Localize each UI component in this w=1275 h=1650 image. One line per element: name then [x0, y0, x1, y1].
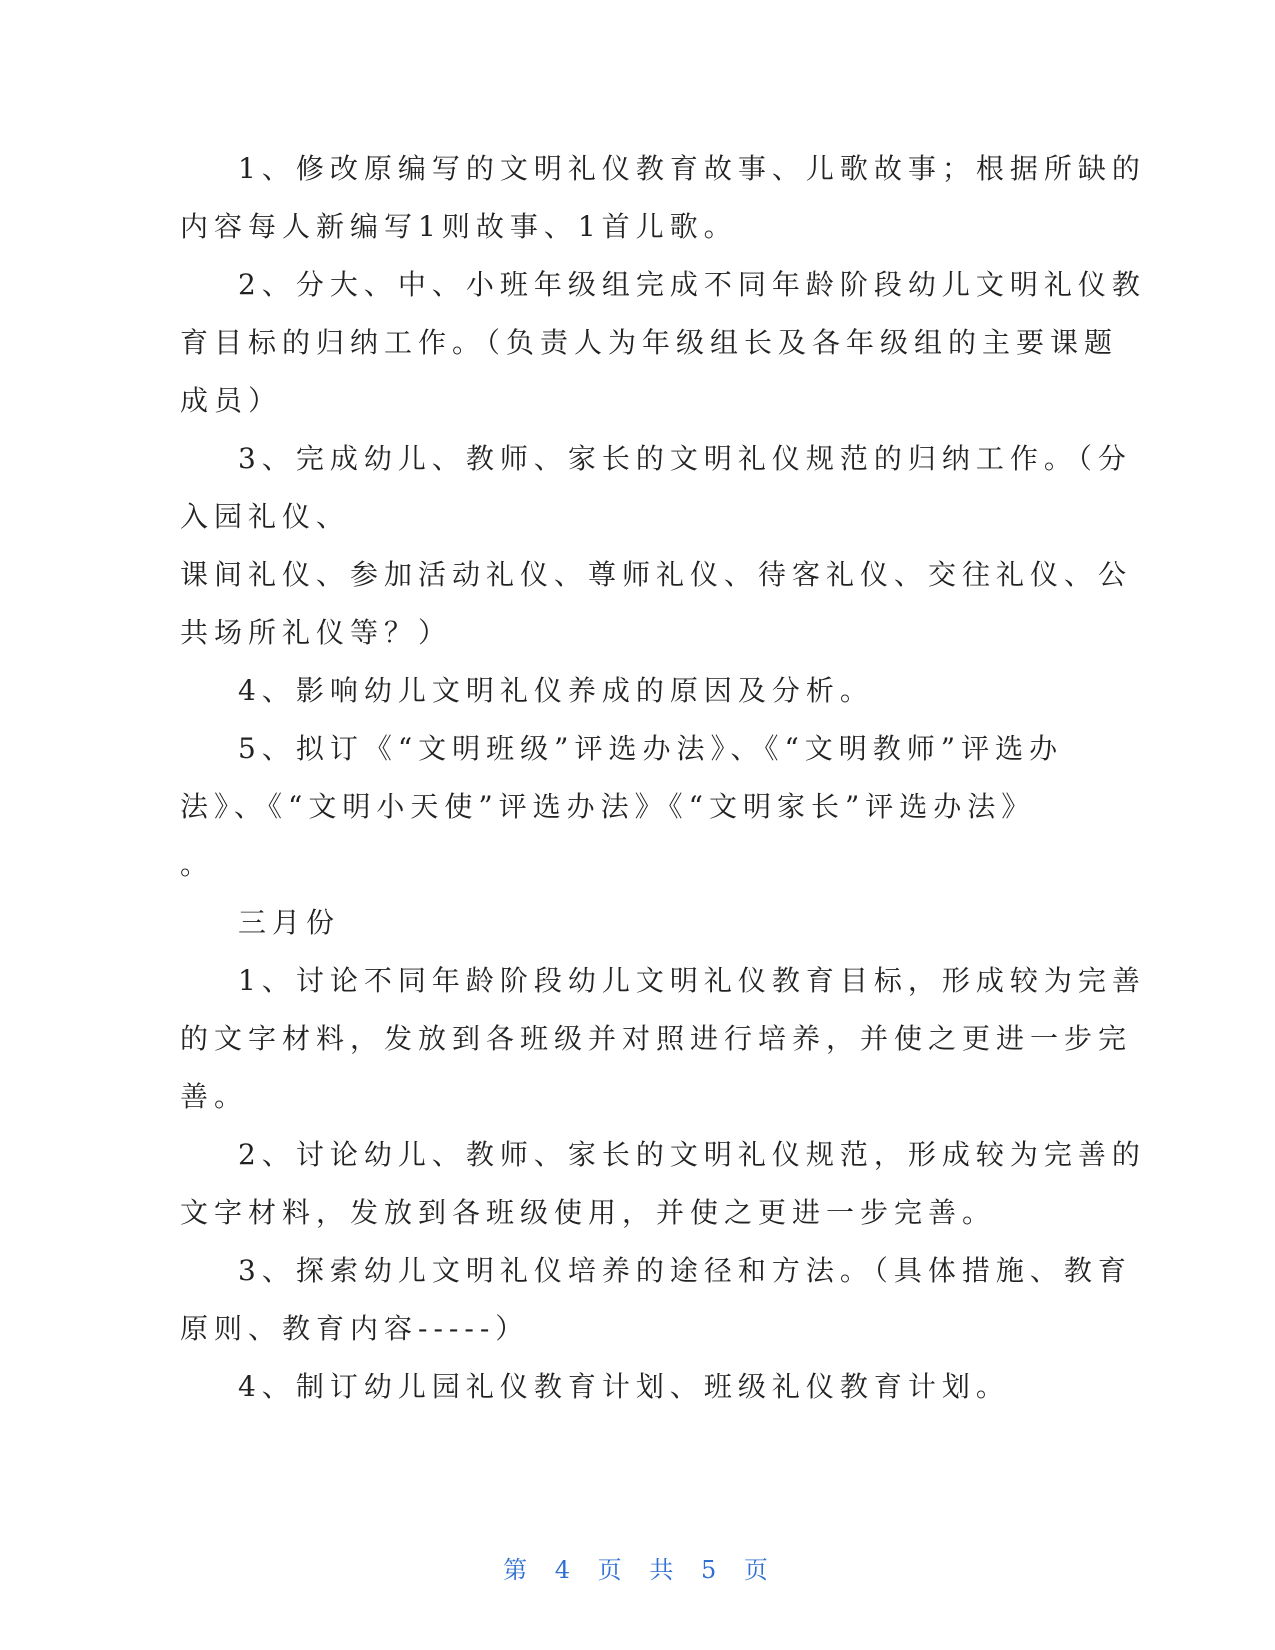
text-line: 三月份: [238, 906, 341, 939]
text-line: 成员）: [180, 384, 283, 417]
text-line: 5、拟订《“文明班级”评选办法》、《“文明教师”评选办: [238, 732, 1064, 765]
footer-word-di: 第: [503, 1556, 532, 1584]
text-line: 内容每人新编写1则故事、1首儿歌。: [180, 210, 738, 243]
text-line: 法》、《“文明小天使”评选办法》《“文明家长”评选办法》: [180, 790, 1036, 823]
text-line: 3、探索幼儿文明礼仪培养的途径和方法。（具体措施、教育: [238, 1254, 1132, 1287]
page-footer: [0, 1550, 1275, 1585]
text-line: 2、分大、中、小班年级组完成不同年龄阶段幼儿文明礼仪教: [238, 268, 1146, 301]
footer-total-pages: 5: [700, 1556, 721, 1584]
footer-page-number: 4: [554, 1556, 575, 1584]
document-body: [180, 140, 1146, 1416]
footer-word-gong: 共: [649, 1556, 678, 1584]
text-line: 4、影响幼儿文明礼仪养成的原因及分析。: [238, 674, 874, 707]
text-line: 4、制订幼儿园礼仪教育计划、班级礼仪教育计划。: [238, 1370, 1010, 1403]
text-line: 原则、教育内容-----）: [180, 1312, 530, 1345]
text-line: 的文字材料，发放到各班级并对照进行培养，并使之更进一步完: [180, 1022, 1133, 1055]
text-line: 育目标的归纳工作。（负责人为年级组长及各年级组的主要课题: [180, 326, 1119, 359]
text-line: 1、讨论不同年龄阶段幼儿文明礼仪教育目标，形成较为完善: [238, 964, 1146, 997]
text-line: 2、讨论幼儿、教师、家长的文明礼仪规范，形成较为完善的: [238, 1138, 1146, 1171]
text-line: 共场所礼仪等？）: [180, 616, 453, 649]
text-line: 入园礼仪、: [180, 500, 351, 533]
text-line: 1、修改原编写的文明礼仪教育故事、儿歌故事；根据所缺的: [238, 152, 1146, 185]
text-line: 。: [180, 848, 215, 881]
footer-word-ye: 页: [597, 1556, 626, 1584]
text-line: 课间礼仪、参加活动礼仪、尊师礼仪、待客礼仪、交往礼仪、公: [180, 558, 1133, 591]
text-line: 文字材料，发放到各班级使用，并使之更进一步完善。: [180, 1196, 997, 1229]
text-line: 3、完成幼儿、教师、家长的文明礼仪规范的归纳工作。（分: [238, 442, 1132, 475]
text-line: 善。: [180, 1080, 249, 1113]
footer-word-ye-2: 页: [743, 1556, 772, 1584]
